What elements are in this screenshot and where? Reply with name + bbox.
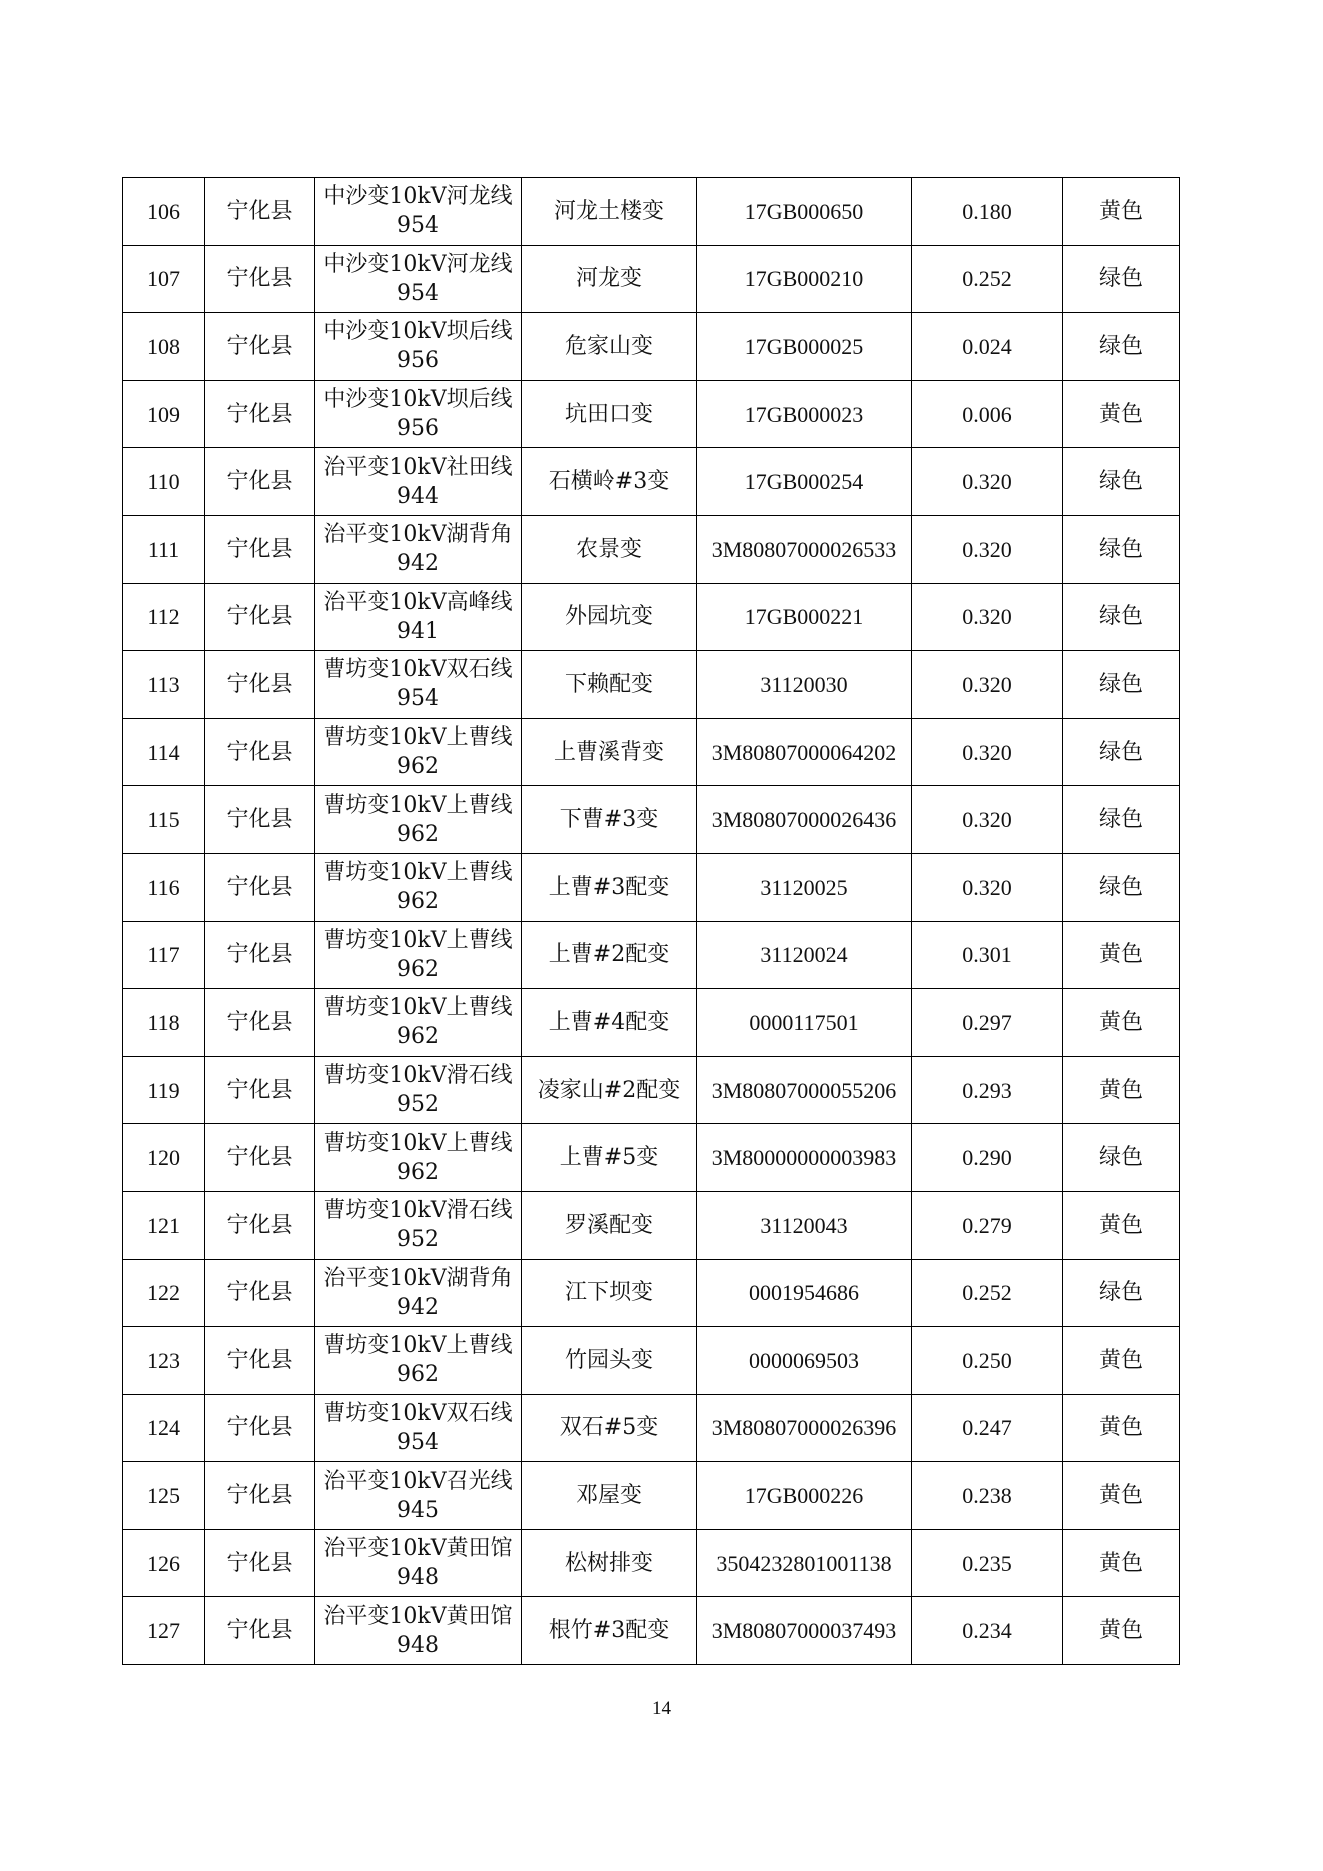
row-number-cell: 120 — [123, 1124, 205, 1192]
table-row — [123, 1056, 1180, 1124]
county-cell: 宁化县 — [205, 1394, 315, 1462]
county-cell: 宁化县 — [205, 515, 315, 583]
asset-code-cell: 17GB000254 — [697, 448, 912, 516]
status-color-cell: 黄色 — [1063, 1597, 1180, 1665]
row-number-cell: 125 — [123, 1462, 205, 1530]
table-row — [123, 1529, 1180, 1597]
value-cell: 0.024 — [912, 313, 1063, 381]
asset-code-cell: 3504232801001138 — [697, 1529, 912, 1597]
county-cell: 宁化县 — [205, 313, 315, 381]
value-cell: 0.180 — [912, 178, 1063, 246]
value-cell: 0.290 — [912, 1124, 1063, 1192]
row-number-cell: 112 — [123, 583, 205, 651]
value-cell: 0.250 — [912, 1327, 1063, 1395]
county-cell: 宁化县 — [205, 583, 315, 651]
transformer-name-cell: 松树排变 — [522, 1529, 697, 1597]
status-color-cell: 黄色 — [1063, 380, 1180, 448]
table-row — [123, 178, 1180, 246]
asset-code-cell: 17GB000210 — [697, 245, 912, 313]
table-row — [123, 313, 1180, 381]
row-number-cell: 127 — [123, 1597, 205, 1665]
feeder-line-cell: 曹坊变10kV滑石线952 — [315, 1191, 522, 1259]
value-cell: 0.279 — [912, 1191, 1063, 1259]
asset-code-cell: 3M80807000064202 — [697, 718, 912, 786]
row-number-cell: 115 — [123, 786, 205, 854]
row-number-cell: 122 — [123, 1259, 205, 1327]
row-number-cell: 107 — [123, 245, 205, 313]
table-row — [123, 1597, 1180, 1665]
status-color-cell: 绿色 — [1063, 651, 1180, 719]
feeder-line-cell: 曹坊变10kV滑石线952 — [315, 1056, 522, 1124]
transformer-name-cell: 下赖配变 — [522, 651, 697, 719]
transformer-name-cell: 农景变 — [522, 515, 697, 583]
asset-code-cell: 3M80807000037493 — [697, 1597, 912, 1665]
transformer-name-cell: 坑田口变 — [522, 380, 697, 448]
row-number-cell: 116 — [123, 853, 205, 921]
value-cell: 0.320 — [912, 583, 1063, 651]
table-row — [123, 1394, 1180, 1462]
status-color-cell: 绿色 — [1063, 1259, 1180, 1327]
transformer-name-cell: 石横岭#3变 — [522, 448, 697, 516]
county-cell: 宁化县 — [205, 1597, 315, 1665]
feeder-line-cell: 曹坊变10kV上曹线962 — [315, 1327, 522, 1395]
county-cell: 宁化县 — [205, 1191, 315, 1259]
value-cell: 0.238 — [912, 1462, 1063, 1530]
value-cell: 0.252 — [912, 1259, 1063, 1327]
county-cell: 宁化县 — [205, 853, 315, 921]
value-cell: 0.301 — [912, 921, 1063, 989]
asset-code-cell: 31120024 — [697, 921, 912, 989]
row-number-cell: 110 — [123, 448, 205, 516]
row-number-cell: 108 — [123, 313, 205, 381]
status-color-cell: 黄色 — [1063, 921, 1180, 989]
table-row — [123, 1191, 1180, 1259]
asset-code-cell: 0000069503 — [697, 1327, 912, 1395]
asset-code-cell: 0001954686 — [697, 1259, 912, 1327]
status-color-cell: 黄色 — [1063, 1462, 1180, 1530]
transformer-name-cell: 危家山变 — [522, 313, 697, 381]
table-row — [123, 448, 1180, 516]
status-color-cell: 黄色 — [1063, 1056, 1180, 1124]
table-row — [123, 583, 1180, 651]
status-color-cell: 绿色 — [1063, 1124, 1180, 1192]
table-row — [123, 245, 1180, 313]
value-cell: 0.293 — [912, 1056, 1063, 1124]
feeder-line-cell: 曹坊变10kV双石线954 — [315, 1394, 522, 1462]
row-number-cell: 126 — [123, 1529, 205, 1597]
value-cell: 0.297 — [912, 989, 1063, 1057]
feeder-line-cell: 曹坊变10kV上曹线962 — [315, 1124, 522, 1192]
table-row — [123, 515, 1180, 583]
feeder-line-cell: 治平变10kV召光线945 — [315, 1462, 522, 1530]
asset-code-cell: 3M80807000055206 — [697, 1056, 912, 1124]
county-cell: 宁化县 — [205, 786, 315, 854]
asset-code-cell: 0000117501 — [697, 989, 912, 1057]
table-row — [123, 1462, 1180, 1530]
asset-code-cell: 31120025 — [697, 853, 912, 921]
feeder-line-cell: 曹坊变10kV上曹线962 — [315, 786, 522, 854]
transformer-name-cell: 凌家山#2配变 — [522, 1056, 697, 1124]
table-row — [123, 1327, 1180, 1395]
row-number-cell: 123 — [123, 1327, 205, 1395]
asset-code-cell: 17GB000226 — [697, 1462, 912, 1530]
status-color-cell: 黄色 — [1063, 1327, 1180, 1395]
feeder-line-cell: 中沙变10kV河龙线954 — [315, 245, 522, 313]
feeder-line-cell: 治平变10kV湖背角942 — [315, 515, 522, 583]
transformer-name-cell: 上曹溪背变 — [522, 718, 697, 786]
transformer-name-cell: 罗溪配变 — [522, 1191, 697, 1259]
status-color-cell: 绿色 — [1063, 583, 1180, 651]
asset-code-cell: 31120043 — [697, 1191, 912, 1259]
transformer-name-cell: 上曹#2配变 — [522, 921, 697, 989]
asset-code-cell: 3M80807000026436 — [697, 786, 912, 854]
county-cell: 宁化县 — [205, 1259, 315, 1327]
transformer-name-cell: 上曹#3配变 — [522, 853, 697, 921]
value-cell: 0.234 — [912, 1597, 1063, 1665]
asset-code-cell: 3M80000000003983 — [697, 1124, 912, 1192]
feeder-line-cell: 曹坊变10kV上曹线962 — [315, 989, 522, 1057]
county-cell: 宁化县 — [205, 1327, 315, 1395]
feeder-line-cell: 曹坊变10kV上曹线962 — [315, 853, 522, 921]
feeder-line-cell: 中沙变10kV坝后线956 — [315, 380, 522, 448]
transformer-name-cell: 河龙土楼变 — [522, 178, 697, 246]
feeder-line-cell: 治平变10kV黄田馆948 — [315, 1597, 522, 1665]
table-row — [123, 921, 1180, 989]
row-number-cell: 109 — [123, 380, 205, 448]
county-cell: 宁化县 — [205, 1529, 315, 1597]
value-cell: 0.320 — [912, 718, 1063, 786]
status-color-cell: 黄色 — [1063, 989, 1180, 1057]
county-cell: 宁化县 — [205, 245, 315, 313]
table-row — [123, 853, 1180, 921]
table-body — [123, 178, 1180, 1665]
status-color-cell: 绿色 — [1063, 515, 1180, 583]
status-color-cell: 绿色 — [1063, 313, 1180, 381]
county-cell: 宁化县 — [205, 178, 315, 246]
transformer-table — [122, 177, 1180, 1665]
table-row — [123, 786, 1180, 854]
county-cell: 宁化县 — [205, 921, 315, 989]
county-cell: 宁化县 — [205, 448, 315, 516]
asset-code-cell: 3M80807000026396 — [697, 1394, 912, 1462]
value-cell: 0.252 — [912, 245, 1063, 313]
table-row — [123, 1124, 1180, 1192]
status-color-cell: 黄色 — [1063, 1529, 1180, 1597]
value-cell: 0.320 — [912, 651, 1063, 719]
status-color-cell: 绿色 — [1063, 448, 1180, 516]
value-cell: 0.006 — [912, 380, 1063, 448]
county-cell: 宁化县 — [205, 1124, 315, 1192]
value-cell: 0.235 — [912, 1529, 1063, 1597]
table-row — [123, 380, 1180, 448]
row-number-cell: 113 — [123, 651, 205, 719]
transformer-name-cell: 江下坝变 — [522, 1259, 697, 1327]
asset-code-cell: 31120030 — [697, 651, 912, 719]
transformer-name-cell: 河龙变 — [522, 245, 697, 313]
transformer-name-cell: 外园坑变 — [522, 583, 697, 651]
asset-code-cell: 17GB000023 — [697, 380, 912, 448]
row-number-cell: 117 — [123, 921, 205, 989]
asset-code-cell: 17GB000650 — [697, 178, 912, 246]
row-number-cell: 106 — [123, 178, 205, 246]
value-cell: 0.320 — [912, 448, 1063, 516]
transformer-name-cell: 邓屋变 — [522, 1462, 697, 1530]
value-cell: 0.320 — [912, 786, 1063, 854]
transformer-name-cell: 双石#5变 — [522, 1394, 697, 1462]
transformer-name-cell: 上曹#4配变 — [522, 989, 697, 1057]
transformer-name-cell: 根竹#3配变 — [522, 1597, 697, 1665]
transformer-name-cell: 上曹#5变 — [522, 1124, 697, 1192]
table-row — [123, 989, 1180, 1057]
value-cell: 0.320 — [912, 515, 1063, 583]
table-row — [123, 651, 1180, 719]
status-color-cell: 绿色 — [1063, 718, 1180, 786]
transformer-name-cell: 竹园头变 — [522, 1327, 697, 1395]
row-number-cell: 111 — [123, 515, 205, 583]
asset-code-cell: 17GB000221 — [697, 583, 912, 651]
feeder-line-cell: 曹坊变10kV上曹线962 — [315, 921, 522, 989]
county-cell: 宁化县 — [205, 1462, 315, 1530]
row-number-cell: 124 — [123, 1394, 205, 1462]
feeder-line-cell: 中沙变10kV坝后线956 — [315, 313, 522, 381]
feeder-line-cell: 治平变10kV社田线944 — [315, 448, 522, 516]
table-row — [123, 718, 1180, 786]
status-color-cell: 黄色 — [1063, 1191, 1180, 1259]
feeder-line-cell: 曹坊变10kV上曹线962 — [315, 718, 522, 786]
status-color-cell: 黄色 — [1063, 1394, 1180, 1462]
county-cell: 宁化县 — [205, 380, 315, 448]
row-number-cell: 119 — [123, 1056, 205, 1124]
status-color-cell: 黄色 — [1063, 178, 1180, 246]
feeder-line-cell: 治平变10kV黄田馆948 — [315, 1529, 522, 1597]
status-color-cell: 绿色 — [1063, 853, 1180, 921]
county-cell: 宁化县 — [205, 989, 315, 1057]
row-number-cell: 118 — [123, 989, 205, 1057]
status-color-cell: 绿色 — [1063, 786, 1180, 854]
row-number-cell: 121 — [123, 1191, 205, 1259]
asset-code-cell: 3M80807000026533 — [697, 515, 912, 583]
feeder-line-cell: 中沙变10kV河龙线954 — [315, 178, 522, 246]
row-number-cell: 114 — [123, 718, 205, 786]
county-cell: 宁化县 — [205, 1056, 315, 1124]
asset-code-cell: 17GB000025 — [697, 313, 912, 381]
table-row — [123, 1259, 1180, 1327]
feeder-line-cell: 曹坊变10kV双石线954 — [315, 651, 522, 719]
page-number: 14 — [652, 1698, 671, 1719]
county-cell: 宁化县 — [205, 651, 315, 719]
value-cell: 0.247 — [912, 1394, 1063, 1462]
value-cell: 0.320 — [912, 853, 1063, 921]
transformer-name-cell: 下曹#3变 — [522, 786, 697, 854]
feeder-line-cell: 治平变10kV湖背角942 — [315, 1259, 522, 1327]
status-color-cell: 绿色 — [1063, 245, 1180, 313]
county-cell: 宁化县 — [205, 718, 315, 786]
feeder-line-cell: 治平变10kV高峰线941 — [315, 583, 522, 651]
